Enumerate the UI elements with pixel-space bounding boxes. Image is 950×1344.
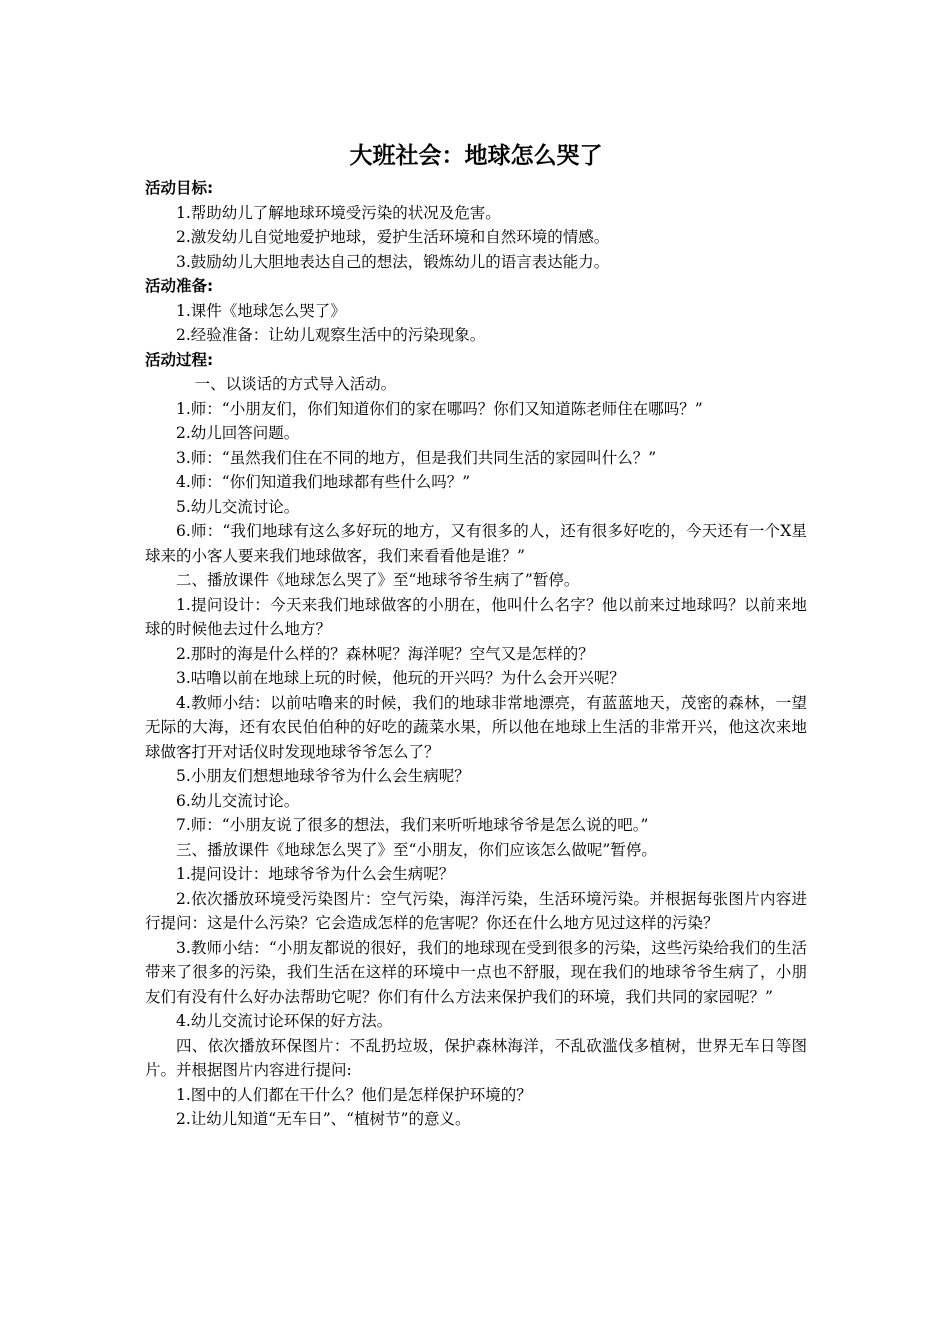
part3-item: 3.教师小结：“小朋友都说的很好，我们的地球现在受到很多的污染，这些污染给我们的生活带来了很多的污染，我们生活在这样的环境中一点也不舒服，现在我们的地球爷爷生病了，小朋友们有没有什么好办法帮助它呢？你们有什么方法来保护我们的环境，我们共同的家园呢？” [145, 938, 807, 1006]
part4-item: 2.让幼儿知道“无车日”、“植树节”的意义。 [176, 1110, 471, 1128]
part1-item: 2.幼儿回答问题。 [176, 424, 300, 442]
part2-item: 1.提问设计：今天来我们地球做客的小朋在，他叫什么名字？他以前来过地球吗？以前来地球的时候他去过什么地方？ [145, 595, 807, 638]
prep-item: 2.经验准备：让幼儿观察生活中的污染现象。 [176, 326, 486, 344]
part2-item: 5.小朋友们想想地球爷爷为什么会生病呢？ [176, 767, 470, 785]
part1-item: 6.师：“我们地球有这么多好玩的地方，又有很多的人，还有很多好吃的，今天还有一个X星球来的小客人要来我们地球做客，我们来看看他是谁？” [145, 522, 807, 565]
part1-title: 一、以谈话的方式导入活动。 [194, 375, 397, 393]
part2-item: 7.师：“小朋友说了很多的想法，我们来听听地球爷爷是怎么说的吧。” [176, 816, 649, 834]
part2-item: 6.幼儿交流讨论。 [176, 791, 300, 810]
goals-heading: 活动目标: [145, 179, 214, 197]
part1-item: 4.师：“你们知道我们地球都有些什么吗？” [176, 473, 471, 491]
part3-item: 1.提问设计：地球爷爷为什么会生病呢？ [176, 865, 455, 883]
goal-item: 1.帮助幼儿了解地球环境受污染的状况及危害。 [176, 203, 501, 222]
part1-item: 3.师：“虽然我们住在不同的地方，但是我们共同生活的家园叫什么？” [176, 448, 657, 467]
part1-item: 5.幼儿交流讨论。 [176, 497, 300, 516]
part3-item: 4.幼儿交流讨论环保的好方法。 [176, 1012, 393, 1030]
process-heading: 活动过程: [145, 350, 214, 369]
goal-item: 2.激发幼儿自觉地爱护地球，爱护生活环境和自然环境的情感。 [176, 228, 610, 246]
part2-item: 4.教师小结：以前咕噜来的时候，我们的地球非常地漂亮，有蓝蓝地天，茂密的森林，一望无际的大海，还有农民伯伯种的好吃的蔬菜水果，所以他在地球上生活的非常开兴，他这次来地球做客打开对话仪时发现地球爷爷怎么了？ [145, 693, 807, 761]
part2-item: 2.那时的海是什么样的？森林呢？海洋呢？空气又是怎样的？ [176, 644, 594, 663]
part3-item: 2.依次播放环境受污染图片：空气污染，海洋污染，生活环境污染。并根据每张图片内容进行提问：这是什么污染？它会造成怎样的危害呢？你还在什么地方见过这样的污染？ [145, 889, 807, 932]
goal-item: 3.鼓励幼儿大胆地表达自己的想法，锻炼幼儿的语言表达能力。 [176, 252, 610, 271]
part1-item: 1.师：“小朋友们，你们知道你们的家在哪吗？你们又知道陈老师住在哪吗？” [176, 399, 703, 418]
part4-item: 1.图中的人们都在干什么？他们是怎样保护环境的？ [176, 1085, 532, 1104]
document-title: 大班社会：地球怎么哭了 [349, 143, 603, 169]
part3-title: 三、播放课件《地球怎么哭了》至“小朋友，你们应该怎么做呢”暂停。 [176, 840, 657, 859]
prep-item: 1.课件《地球怎么哭了》 [176, 301, 346, 320]
part4-title: 四、依次播放环保图片：不乱扔垃圾，保护森林海洋，不乱砍滥伐多植树，世界无车日等图片。并根据图片内容进行提问: [145, 1036, 807, 1079]
prep-heading: 活动准备: [145, 277, 214, 295]
part2-title: 二、播放课件《地球怎么哭了》至“地球爷爷生病了”暂停。 [176, 571, 580, 589]
document-page [145, 140, 807, 1132]
part2-item: 3.咕噜以前在地球上玩的时候，他玩的开兴吗？为什么会开兴呢？ [176, 669, 625, 687]
